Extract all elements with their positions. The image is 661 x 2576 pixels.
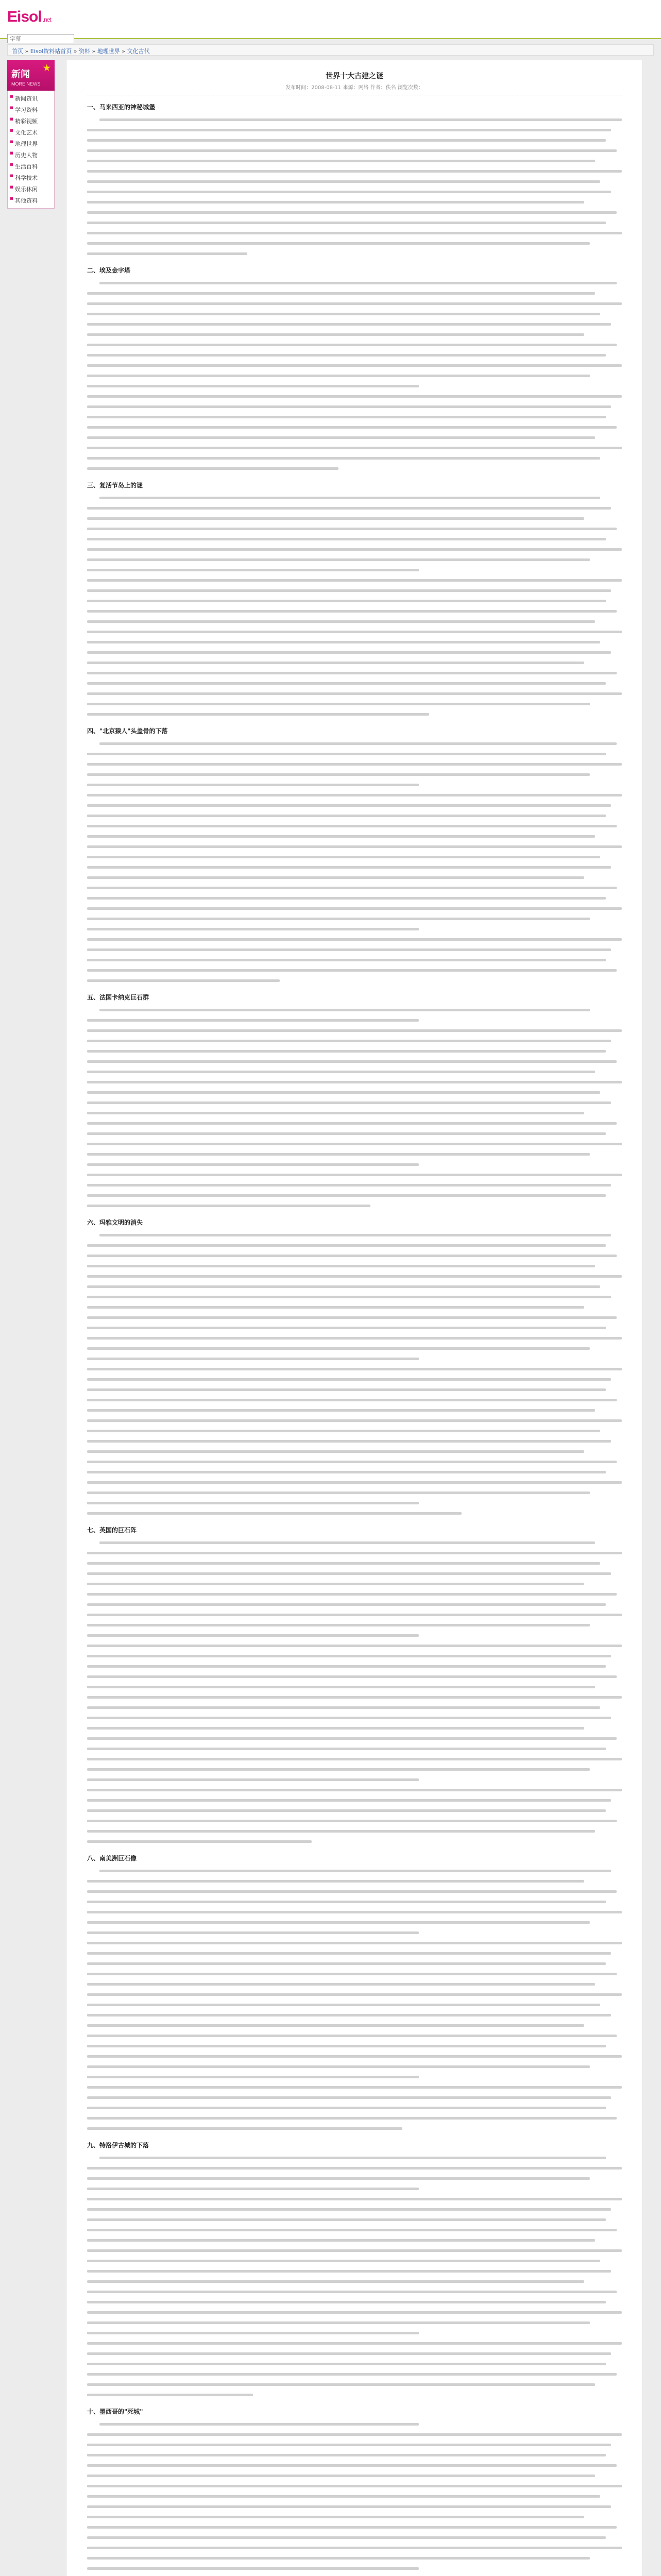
text-line [87,2163,622,2173]
text-line [87,779,622,790]
sidebar-nav [7,91,55,209]
text-line [87,350,622,360]
text-line [87,298,622,309]
text-line [87,1599,622,1609]
text-line [87,800,622,810]
text-line [87,166,622,176]
text-line [87,1230,622,1240]
text-line [87,1415,622,1426]
text-line [87,1876,622,1886]
text-line [87,1108,622,1118]
section-text [87,493,622,719]
text-line [87,1836,622,1846]
text-line [87,2183,622,2194]
text-line [87,1979,622,1989]
text-line [87,2041,622,2051]
text-line [87,1139,622,1149]
text-line [87,1436,622,1446]
breadcrumb-separator: » [23,48,30,55]
text-line [87,1333,622,1343]
text-line [87,1025,622,1036]
text-line [87,329,622,340]
text-line [87,1713,622,1723]
text-line [87,2328,622,2338]
text-line [87,2307,622,2317]
text-line [87,463,622,473]
section-title: 三、复活节岛上的谜 [87,482,143,489]
text-line [87,1508,622,1518]
text-line [87,2276,622,2286]
text-line [87,1353,622,1364]
section-title: 一、马来西亚的神秘城堡 [87,104,156,111]
text-line [87,1498,622,1508]
text-line [87,944,622,955]
text-line [87,1537,622,1548]
text-line [87,1917,622,1927]
text-line [87,596,622,606]
text-line [87,2389,622,2400]
text-line [87,1271,622,1281]
text-line [87,1005,622,1015]
text-line [87,1682,622,1692]
text-line [87,534,622,544]
text-line [87,1651,622,1661]
text-line [87,309,622,319]
section-text [87,1866,622,2133]
text-line [87,493,622,503]
text-line [87,2460,622,2470]
text-line [87,2532,622,2543]
text-line [87,2225,622,2235]
text-line [87,2359,622,2369]
text-line [87,2113,622,2123]
text-line [87,1661,622,1671]
text-line [87,401,622,412]
sidebar-item[interactable]: ■ 娱乐休闲 [8,183,54,195]
section-title: 十、墨西哥的"死城" [87,2408,143,2415]
text-line [87,432,622,443]
text-line [87,1056,622,1066]
text-line [87,965,622,975]
text-line [87,503,622,513]
text-line [87,2153,622,2163]
text-line [87,1723,622,1733]
text-line [87,554,622,565]
text-line [87,228,622,238]
logo-suffix: .net [42,16,51,23]
text-line [87,381,622,391]
text-line [87,1426,622,1436]
text-line [87,1405,622,1415]
text-line [87,1343,622,1353]
text-line [87,1066,622,1077]
section-title: 九、特洛伊古城的下落 [87,2142,149,2149]
article-title: 世界十大古建之谜 [326,72,383,80]
text-line [87,2553,622,2563]
sidebar-subtitle: MORE NEWS [11,81,41,87]
text-line [87,1281,622,1292]
text-line [87,1240,622,1250]
text-line [87,2010,622,2020]
text-line [87,759,622,769]
text-line [87,749,622,759]
section-text [87,114,622,259]
text-line [87,810,622,821]
text-line [87,1896,622,1907]
text-line [87,1302,622,1312]
text-line [87,197,622,207]
text-line [87,1456,622,1467]
text-line [87,1170,622,1180]
text-line [87,1795,622,1805]
sidebar-header [7,60,55,91]
text-line [87,1159,622,1170]
text-line [87,2214,622,2225]
text-line [87,2439,622,2450]
text-line [87,2338,622,2348]
text-line [87,1097,622,1108]
text-line [87,544,622,554]
text-line [87,2522,622,2532]
breadcrumb-separator: » [90,48,97,55]
text-line [87,1805,622,1816]
text-line [87,1640,622,1651]
sidebar-title: 新闻 [11,69,30,79]
text-line [87,1477,622,1487]
text-line [87,1702,622,1713]
text-line [87,2543,622,2553]
text-line [87,1292,622,1302]
text-line [87,1364,622,1374]
text-line [87,2429,622,2439]
text-line [87,1046,622,1056]
breadcrumb-link[interactable]: 资料 [79,48,90,55]
text-line [87,2235,622,2245]
text-line [87,1446,622,1456]
text-line [87,135,622,145]
section-title: 八、南美洲巨石像 [87,1855,137,1862]
section-title: 四、"北京猿人"头盖骨的下落 [87,727,168,735]
text-line [87,585,622,596]
text-line [87,678,622,688]
text-line [87,288,622,298]
text-line [87,1764,622,1774]
site-header [0,0,661,39]
text-line [87,1190,622,1200]
text-line [87,2051,622,2061]
text-line [87,2297,622,2307]
text-line [87,1487,622,1498]
star-icon: ★ [43,64,50,73]
search-input[interactable] [7,34,74,43]
text-line [87,647,622,657]
text-line [87,1312,622,1323]
text-line [87,2379,622,2389]
text-line [87,924,622,934]
text-line [87,2501,622,2512]
text-line [87,1589,622,1599]
sidebar-item[interactable]: ■ 精彩视频 [8,115,54,127]
section-text [87,738,622,986]
text-line [87,2348,622,2359]
text-line [87,360,622,370]
text-line [87,2481,622,2491]
text-line [87,412,622,422]
text-line [87,2123,622,2133]
text-line [87,738,622,749]
article-body [87,103,622,2576]
text-line [87,709,622,719]
article-meta: 发布时间：2008-08-11 来源：网络 作者：佚名 浏览次数： [87,83,622,95]
text-line [87,278,622,288]
section-title: 二、埃及金字塔 [87,267,131,274]
text-line [87,2317,622,2328]
text-line [87,2573,622,2576]
text-line [87,1826,622,1836]
text-line [87,1999,622,2010]
text-line [87,1816,622,1826]
text-line [87,903,622,913]
sidebar-item[interactable]: ■ 新闻资讯 [8,93,54,104]
text-line [87,657,622,668]
text-line [87,1261,622,1271]
text-line [87,852,622,862]
sidebar-item[interactable]: ■ 其他资料 [8,195,54,206]
text-line [87,453,622,463]
text-line [87,1733,622,1743]
text-line [87,1743,622,1754]
text-line [87,2419,622,2429]
section-title: 五、法国卡纳克巨石群 [87,994,149,1001]
text-line [87,626,622,637]
text-line [87,443,622,453]
breadcrumb-link[interactable]: 地理世界 [97,48,120,55]
text-line [87,1754,622,1764]
text-line [87,1948,622,1958]
sidebar-item[interactable]: ■ 学习资料 [8,104,54,115]
text-line [87,1558,622,1568]
section-text [87,1537,622,1846]
breadcrumb-separator: » [120,48,127,55]
text-line [87,821,622,831]
text-line [87,1149,622,1159]
site-logo[interactable] [7,8,51,26]
text-line [87,1118,622,1128]
text-line [87,207,622,217]
text-line [87,955,622,965]
text-line [87,1395,622,1405]
text-line [87,769,622,779]
text-line [87,606,622,616]
text-line [87,1579,622,1589]
text-line [87,872,622,883]
breadcrumb-link[interactable]: 文化古代 [127,48,150,55]
text-line [87,575,622,585]
text-line [87,2450,622,2460]
text-line [87,831,622,841]
text-line [87,1774,622,1785]
breadcrumb-link[interactable]: 首页 [12,48,23,55]
text-line [87,523,622,534]
text-line [87,565,622,575]
text-line [87,176,622,187]
text-line [87,1785,622,1795]
text-line [87,841,622,852]
text-line [87,699,622,709]
text-line [87,2286,622,2297]
text-line [87,319,622,329]
text-line [87,2491,622,2501]
text-line [87,1938,622,1948]
sidebar-item[interactable]: ■ 文化艺术 [8,127,54,138]
text-line [87,1907,622,1917]
text-line [87,217,622,228]
text-line [87,2470,622,2481]
text-line [87,1927,622,1938]
text-line [87,893,622,903]
text-line [87,2563,622,2573]
text-line [87,688,622,699]
text-line [87,1200,622,1211]
text-line [87,2245,622,2256]
sidebar-item[interactable]: ■ 生活百科 [8,161,54,172]
text-line [87,156,622,166]
text-line [87,422,622,432]
text-line [87,1609,622,1620]
text-line [87,114,622,125]
text-line [87,2204,622,2214]
text-line [87,2266,622,2276]
text-line [87,1866,622,1876]
text-line [87,1630,622,1640]
text-line [87,2512,622,2522]
text-line [87,1250,622,1261]
text-line [87,1989,622,1999]
text-line [87,1969,622,1979]
section-title: 七、英国的巨石阵 [87,1527,137,1534]
breadcrumb [7,44,654,56]
text-line [87,934,622,944]
left-sidebar [7,60,55,209]
text-line [87,975,622,986]
text-line [87,2082,622,2092]
text-line [87,248,622,259]
breadcrumb-separator: » [72,48,79,55]
sidebar-item[interactable]: ■ 地理世界 [8,138,54,149]
text-line [87,2103,622,2113]
text-line [87,1180,622,1190]
text-line [87,2194,622,2204]
text-line [87,1620,622,1630]
section-title: 六、玛雅文明的消失 [87,1219,143,1226]
section-text [87,1005,622,1211]
logo-main: Eisol [7,8,42,25]
text-line [87,616,622,626]
text-line [87,1467,622,1477]
text-line [87,1568,622,1579]
text-line [87,668,622,678]
sidebar-item[interactable]: ■ 科学技术 [8,172,54,183]
text-line [87,2020,622,2030]
text-line [87,913,622,924]
text-line [87,883,622,893]
section-text [87,1230,622,1518]
text-line [87,513,622,523]
text-line [87,1384,622,1395]
text-line [87,1548,622,1558]
text-line [87,2092,622,2103]
text-line [87,238,622,248]
text-line [87,1886,622,1896]
text-line [87,2072,622,2082]
breadcrumb-link[interactable]: Eisol资料站首页 [30,48,72,55]
text-line [87,1036,622,1046]
text-line [87,370,622,381]
text-line [87,1692,622,1702]
section-text [87,2419,622,2576]
sidebar-item[interactable]: ■ 历史人物 [8,149,54,161]
text-line [87,1015,622,1025]
text-line [87,1128,622,1139]
text-line [87,1077,622,1087]
text-line [87,2061,622,2072]
section-text [87,2153,622,2400]
text-line [87,2369,622,2379]
article [66,60,643,2576]
text-line [87,391,622,401]
text-line [87,2173,622,2183]
text-line [87,1671,622,1682]
text-line [87,862,622,872]
text-line [87,340,622,350]
text-line [87,1323,622,1333]
text-line [87,1958,622,1969]
text-line [87,145,622,156]
text-line [87,790,622,800]
text-line [87,637,622,647]
text-line [87,2030,622,2041]
text-line [87,1374,622,1384]
section-text [87,278,622,473]
text-line [87,125,622,135]
text-line [87,2256,622,2266]
text-line [87,187,622,197]
text-line [87,1087,622,1097]
